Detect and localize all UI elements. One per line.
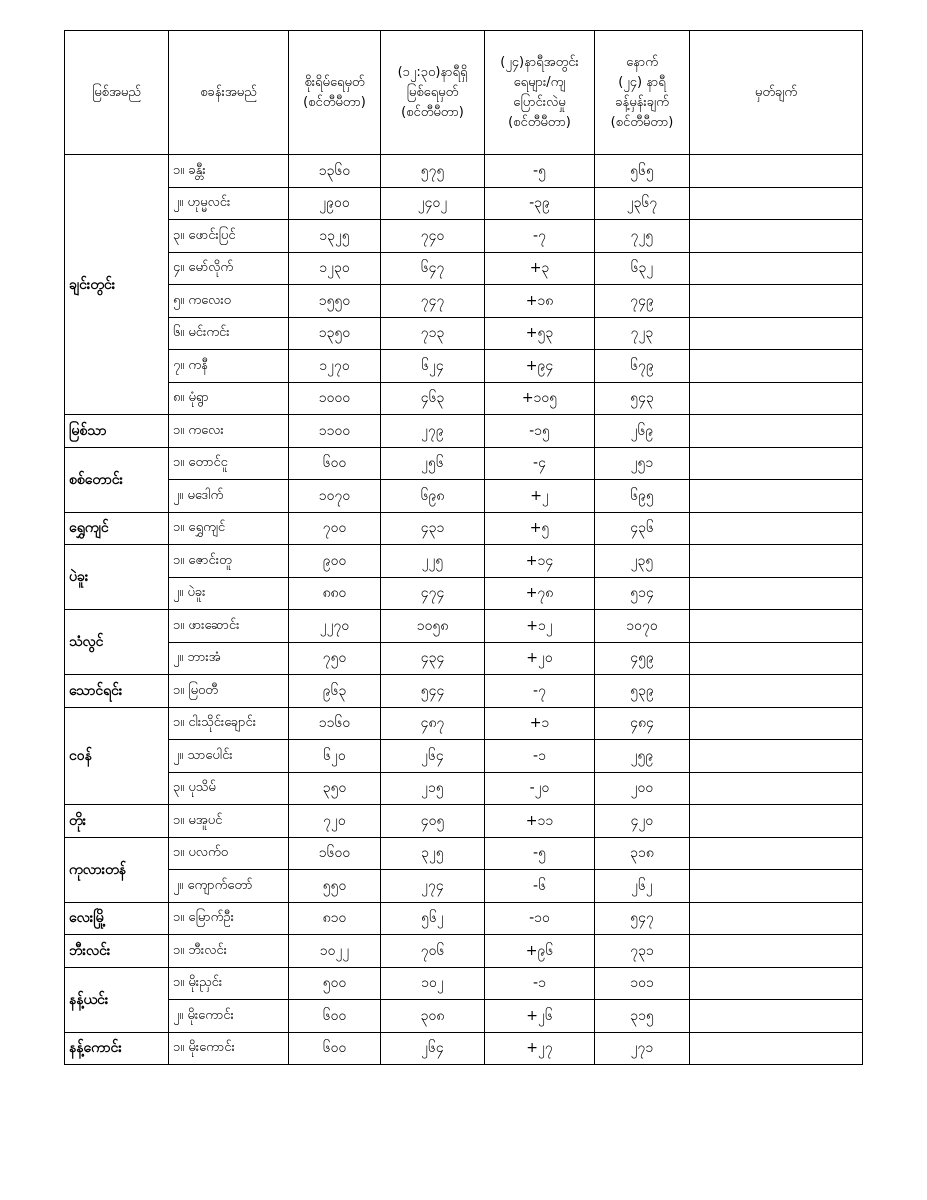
danger-level-cell: ၈၈၀ xyxy=(289,577,381,610)
remarks-cell xyxy=(690,642,863,675)
station-name-cell: ၂။ သာပေါင်း xyxy=(169,740,289,773)
forecast-cell: ၂၀၀ xyxy=(595,772,690,805)
change-cell: -၁ xyxy=(485,967,595,1000)
change-cell: +၂၀ xyxy=(485,642,595,675)
river-name-cell: မြစ်သာ xyxy=(65,415,169,448)
table-row xyxy=(65,967,863,1000)
remarks-cell xyxy=(690,285,863,318)
table-row xyxy=(65,317,863,350)
remarks-cell xyxy=(690,350,863,383)
change-cell: -၁၀ xyxy=(485,902,595,935)
header-line: မြစ်အမည် xyxy=(92,84,141,100)
change-cell: -၃၉ xyxy=(485,187,595,220)
header-line: (၂၄)နာရီအတွင်း xyxy=(500,54,579,70)
station-name-cell: ၁။ ငါးသိုင်းချောင်း xyxy=(169,707,289,740)
header-danger-level xyxy=(289,31,381,155)
remarks-cell xyxy=(690,252,863,285)
current-level-cell: ၄၈၇ xyxy=(381,707,485,740)
danger-level-cell: ၇၅၀ xyxy=(289,642,381,675)
change-cell: -၅ xyxy=(485,837,595,870)
header-line: စိုးရိမ်ရေမှတ် xyxy=(304,74,365,90)
current-level-cell: ၄၀၅ xyxy=(381,805,485,838)
table-row xyxy=(65,220,863,253)
forecast-cell: ၂၅၁ xyxy=(595,447,690,480)
forecast-cell: ၂၃၆၇ xyxy=(595,187,690,220)
forecast-cell: ၃၁၅ xyxy=(595,1000,690,1033)
danger-level-cell: ၈၁၀ xyxy=(289,902,381,935)
table-row xyxy=(65,610,863,643)
header-line: (၁၂:၃၀)နာရီရှိ xyxy=(397,64,468,80)
station-name-cell: ၂။ ပဲခူး xyxy=(169,577,289,610)
header-line: ခန့်မှန်းချက် xyxy=(615,94,669,110)
danger-level-cell: ၁၆၀၀ xyxy=(289,837,381,870)
current-level-cell: ၅၇၅ xyxy=(381,155,485,188)
remarks-cell xyxy=(690,220,863,253)
danger-level-cell: ၅၅၀ xyxy=(289,870,381,903)
forecast-cell: ၅၁၄ xyxy=(595,577,690,610)
current-level-cell: ၂၆၄ xyxy=(381,1032,485,1065)
forecast-cell: ၁၀၁ xyxy=(595,967,690,1000)
danger-level-cell: ၁၁၆၀ xyxy=(289,707,381,740)
remarks-cell xyxy=(690,317,863,350)
table-row xyxy=(65,740,863,773)
forecast-cell: ၆၉၅ xyxy=(595,480,690,513)
remarks-cell xyxy=(690,870,863,903)
table-row xyxy=(65,480,863,513)
table-row xyxy=(65,447,863,480)
change-cell: -၇ xyxy=(485,220,595,253)
station-name-cell: ၃။ ဖောင်းပြင် xyxy=(169,220,289,253)
change-cell: +၁၄ xyxy=(485,545,595,578)
forecast-cell: ၁၀၇၀ xyxy=(595,610,690,643)
header-line: နောက် xyxy=(626,54,658,70)
current-level-cell: ၄၃၁ xyxy=(381,512,485,545)
header-line: (၂၄) နာရီ xyxy=(618,74,666,90)
forecast-cell: ၂၅၉ xyxy=(595,740,690,773)
station-name-cell: ၂။ မိုးကောင်း xyxy=(169,1000,289,1033)
station-name-cell: ၄။ မော်လိုက် xyxy=(169,252,289,285)
change-cell: -၁ xyxy=(485,740,595,773)
station-name-cell: ၇။ ကနီ xyxy=(169,350,289,383)
danger-level-cell: ၉၆၃ xyxy=(289,675,381,708)
station-name-cell: ၁။ မိုးညှင်း xyxy=(169,967,289,1000)
forecast-cell: ၂၆၂ xyxy=(595,870,690,903)
current-level-cell: ၂၇၉ xyxy=(381,415,485,448)
forecast-cell: ၆၃၂ xyxy=(595,252,690,285)
table-body xyxy=(65,155,863,1065)
header-24h-change xyxy=(485,31,595,155)
danger-level-cell: ၁၂၇၀ xyxy=(289,350,381,383)
forecast-cell: ၅၄၇ xyxy=(595,902,690,935)
table-row xyxy=(65,252,863,285)
current-level-cell: ၇၄၀ xyxy=(381,220,485,253)
table-row xyxy=(65,545,863,578)
station-name-cell: ၃။ ပုသိမ် xyxy=(169,772,289,805)
current-level-cell: ၆၄၇ xyxy=(381,252,485,285)
river-name-cell: တိုး xyxy=(65,805,169,838)
current-level-cell: ၄၆၃ xyxy=(381,382,485,415)
change-cell: +၉၄ xyxy=(485,350,595,383)
header-24h-forecast xyxy=(595,31,690,155)
danger-level-cell: ၁၀၀၀ xyxy=(289,382,381,415)
station-name-cell: ၆။ မင်းကင်း xyxy=(169,317,289,350)
forecast-cell: ၄၂၀ xyxy=(595,805,690,838)
remarks-cell xyxy=(690,577,863,610)
danger-level-cell: ၃၅၀ xyxy=(289,772,381,805)
station-name-cell: ၈။ မုံရွာ xyxy=(169,382,289,415)
change-cell: +၁၈ xyxy=(485,285,595,318)
danger-level-cell: ၉၀၀ xyxy=(289,545,381,578)
danger-level-cell: ၁၃၂၅ xyxy=(289,220,381,253)
remarks-cell xyxy=(690,610,863,643)
forecast-cell: ၅၄၃ xyxy=(595,382,690,415)
forecast-cell: ၇၂၃ xyxy=(595,317,690,350)
current-level-cell: ၆၉၈ xyxy=(381,480,485,513)
header-line: (စင်တီမီတာ) xyxy=(401,104,464,120)
danger-level-cell: ၇၂၀ xyxy=(289,805,381,838)
header-remarks xyxy=(690,31,863,155)
current-level-cell: ၇၄၇ xyxy=(381,285,485,318)
remarks-cell xyxy=(690,1032,863,1065)
table-row xyxy=(65,1032,863,1065)
remarks-cell xyxy=(690,837,863,870)
remarks-cell xyxy=(690,382,863,415)
danger-level-cell: ၆၂၀ xyxy=(289,740,381,773)
forecast-cell: ၅၆၅ xyxy=(595,155,690,188)
station-name-cell: ၁။ ဘီးလင်း xyxy=(169,935,289,968)
river-name-cell: ကုလားတန် xyxy=(65,837,169,902)
danger-level-cell: ၁၁၀၀ xyxy=(289,415,381,448)
header-line: စခန်းအမည် xyxy=(200,84,257,100)
danger-level-cell: ၆၀၀ xyxy=(289,1000,381,1033)
change-cell: +၂ xyxy=(485,480,595,513)
table-row xyxy=(65,187,863,220)
station-name-cell: ၂။ မဒေါက် xyxy=(169,480,289,513)
table-row xyxy=(65,577,863,610)
current-level-cell: ၆၂၄ xyxy=(381,350,485,383)
change-cell: -၅ xyxy=(485,155,595,188)
forecast-cell: ၇၄၉ xyxy=(595,285,690,318)
danger-level-cell: ၇၀၀ xyxy=(289,512,381,545)
change-cell: -၇ xyxy=(485,675,595,708)
current-level-cell: ၃၀၈ xyxy=(381,1000,485,1033)
station-name-cell: ၁။ ခန္တီး xyxy=(169,155,289,188)
table-row xyxy=(65,1000,863,1033)
forecast-cell: ၅၃၉ xyxy=(595,675,690,708)
station-name-cell: ၂။ ဟုမ္မလင်း xyxy=(169,187,289,220)
header-current-level xyxy=(381,31,485,155)
danger-level-cell: ၂၉၀၀ xyxy=(289,187,381,220)
table-row xyxy=(65,772,863,805)
river-name-cell: ချင်းတွင်း xyxy=(65,155,169,415)
table-row xyxy=(65,675,863,708)
station-name-cell: ၁။ တောင်ငူ xyxy=(169,447,289,480)
current-level-cell: ၇၀၆ xyxy=(381,935,485,968)
current-level-cell: ၅၄၄ xyxy=(381,675,485,708)
change-cell: +၅ xyxy=(485,512,595,545)
danger-level-cell: ၁၂၃၀ xyxy=(289,252,381,285)
current-level-cell: ၂၇၄ xyxy=(381,870,485,903)
header-line: မှတ်ချက် xyxy=(754,84,798,100)
forecast-cell: ၄၅၉ xyxy=(595,642,690,675)
river-name-cell: သောင်ရင်း xyxy=(65,675,169,708)
header-river xyxy=(65,31,169,155)
danger-level-cell: ၅၀၀ xyxy=(289,967,381,1000)
table-row xyxy=(65,642,863,675)
current-level-cell: ၅၆၂ xyxy=(381,902,485,935)
remarks-cell xyxy=(690,805,863,838)
current-level-cell: ၂၄၀၂ xyxy=(381,187,485,220)
station-name-cell: ၁။ ပလက်ဝ xyxy=(169,837,289,870)
change-cell: +၁၁ xyxy=(485,805,595,838)
header-line: ပြောင်းလဲမှု xyxy=(513,94,566,110)
table-row xyxy=(65,870,863,903)
station-name-cell: ၁။ မြောက်ဦး xyxy=(169,902,289,935)
danger-level-cell: ၁၀၂၂ xyxy=(289,935,381,968)
remarks-cell xyxy=(690,772,863,805)
station-name-cell: ၁။ ဇောင်းတူ xyxy=(169,545,289,578)
remarks-cell xyxy=(690,480,863,513)
station-name-cell: ၁။ မြဝတီ xyxy=(169,675,289,708)
change-cell: +၅၃ xyxy=(485,317,595,350)
table-row xyxy=(65,155,863,188)
forecast-cell: ၂၇၁ xyxy=(595,1032,690,1065)
river-name-cell: ငဝန် xyxy=(65,707,169,805)
table-row xyxy=(65,285,863,318)
water-level-table xyxy=(64,30,863,1065)
remarks-cell xyxy=(690,187,863,220)
current-level-cell: ၄၃၄ xyxy=(381,642,485,675)
station-name-cell: ၅။ ကလေးဝ xyxy=(169,285,289,318)
header-row xyxy=(65,31,863,155)
remarks-cell xyxy=(690,740,863,773)
remarks-cell xyxy=(690,155,863,188)
station-name-cell: ၂။ ကျောက်တော် xyxy=(169,870,289,903)
forecast-cell: ၇၃၁ xyxy=(595,935,690,968)
table-row xyxy=(65,415,863,448)
river-name-cell: စစ်တောင်း xyxy=(65,447,169,512)
current-level-cell: ၁၀၂ xyxy=(381,967,485,1000)
change-cell: -၄ xyxy=(485,447,595,480)
change-cell: +၁ xyxy=(485,707,595,740)
river-name-cell: နန့်ကောင်း xyxy=(65,1032,169,1065)
table-row xyxy=(65,382,863,415)
river-name-cell: နန့်ယင်း xyxy=(65,967,169,1032)
forecast-cell: ၂၆၉ xyxy=(595,415,690,448)
river-name-cell: သံလွင် xyxy=(65,610,169,675)
remarks-cell xyxy=(690,967,863,1000)
danger-level-cell: ၁၀၇၀ xyxy=(289,480,381,513)
table-row xyxy=(65,512,863,545)
station-name-cell: ၁။ မိုးကောင်း xyxy=(169,1032,289,1065)
current-level-cell: ၃၂၅ xyxy=(381,837,485,870)
danger-level-cell: ၆၀၀ xyxy=(289,447,381,480)
change-cell: +၁၀၅ xyxy=(485,382,595,415)
current-level-cell: ၄၇၄ xyxy=(381,577,485,610)
river-name-cell: ရွှေကျင် xyxy=(65,512,169,545)
danger-level-cell: ၆၀၀ xyxy=(289,1032,381,1065)
current-level-cell: ၂၁၅ xyxy=(381,772,485,805)
table-row xyxy=(65,805,863,838)
change-cell: +၂၇ xyxy=(485,1032,595,1065)
current-level-cell: ၂၅၆ xyxy=(381,447,485,480)
table-row xyxy=(65,837,863,870)
change-cell: +၉၆ xyxy=(485,935,595,968)
station-name-cell: ၁။ မအူပင် xyxy=(169,805,289,838)
change-cell: +၃ xyxy=(485,252,595,285)
remarks-cell xyxy=(690,447,863,480)
forecast-cell: ၄၈၄ xyxy=(595,707,690,740)
remarks-cell xyxy=(690,707,863,740)
forecast-cell: ၆၇၉ xyxy=(595,350,690,383)
change-cell: +၁၂ xyxy=(485,610,595,643)
change-cell: -၆ xyxy=(485,870,595,903)
change-cell: +၇၈ xyxy=(485,577,595,610)
current-level-cell: ၇၁၃ xyxy=(381,317,485,350)
danger-level-cell: ၁၃၆၀ xyxy=(289,155,381,188)
remarks-cell xyxy=(690,415,863,448)
danger-level-cell: ၂၂၇၀ xyxy=(289,610,381,643)
station-name-cell: ၁။ ကလေး xyxy=(169,415,289,448)
header-line: (စင်တီမီတာ) xyxy=(508,114,571,130)
current-level-cell: ၂၂၅ xyxy=(381,545,485,578)
forecast-cell: ၇၂၅ xyxy=(595,220,690,253)
header-line: (စင်တီမီတာ) xyxy=(303,94,366,110)
danger-level-cell: ၁၅၅၀ xyxy=(289,285,381,318)
water-level-table-wrapper xyxy=(64,30,863,1065)
table-row xyxy=(65,350,863,383)
remarks-cell xyxy=(690,675,863,708)
current-level-cell: ၁၀၅၈ xyxy=(381,610,485,643)
river-name-cell: လေးမြို့ xyxy=(65,902,169,935)
remarks-cell xyxy=(690,1000,863,1033)
station-name-cell: ၁။ ဖားဆောင်း xyxy=(169,610,289,643)
station-name-cell: ၂။ ဘားအံ xyxy=(169,642,289,675)
remarks-cell xyxy=(690,935,863,968)
header-line: မြစ်ရေမှတ် xyxy=(406,84,459,100)
river-name-cell: ဘီးလင်း xyxy=(65,935,169,968)
forecast-cell: ၂၃၅ xyxy=(595,545,690,578)
remarks-cell xyxy=(690,902,863,935)
change-cell: +၂၆ xyxy=(485,1000,595,1033)
change-cell: -၂၀ xyxy=(485,772,595,805)
table-row xyxy=(65,935,863,968)
table-row xyxy=(65,707,863,740)
river-name-cell: ပဲခူး xyxy=(65,545,169,610)
danger-level-cell: ၁၃၅၀ xyxy=(289,317,381,350)
header-line: ရေများ/ကျ xyxy=(513,74,566,90)
remarks-cell xyxy=(690,512,863,545)
forecast-cell: ၃၁၈ xyxy=(595,837,690,870)
forecast-cell: ၄၃၆ xyxy=(595,512,690,545)
station-name-cell: ၁။ ရွှေကျင် xyxy=(169,512,289,545)
header-station xyxy=(169,31,289,155)
current-level-cell: ၂၆၄ xyxy=(381,740,485,773)
remarks-cell xyxy=(690,545,863,578)
header-line: (စင်တီမီတာ) xyxy=(610,114,674,130)
change-cell: -၁၅ xyxy=(485,415,595,448)
table-row xyxy=(65,902,863,935)
